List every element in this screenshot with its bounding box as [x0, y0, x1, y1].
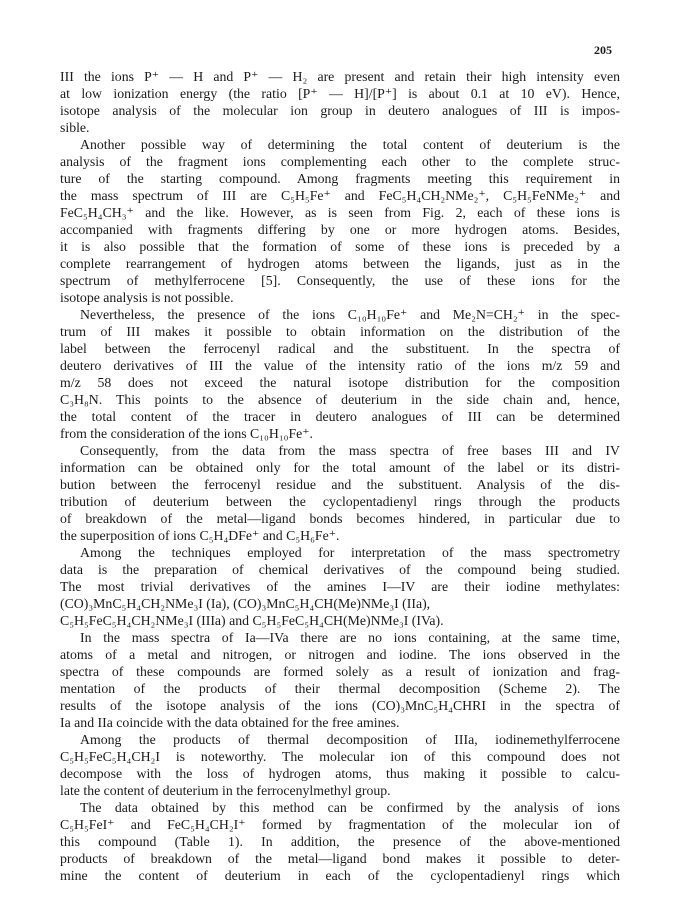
- text-line: the mass spectrum of III are C₅H₅Fe⁺ and FeC₅H₄CH₂NMe₂⁺, C₅H₅FeNMe₂⁺ and: [60, 188, 620, 203]
- text-line: products of breakdown of the metal—ligand bond makes it possible to deter-: [60, 851, 620, 866]
- text-line: complete rearrangement of hydrogen atoms between the ligands, just as in the: [60, 256, 620, 271]
- text-line: C₅H₅FeC₅H₄CH₂I is noteworthy. The molecular ion of this compound does not: [60, 749, 620, 764]
- text-line: The data obtained by this method can be confirmed by the analysis of ions: [80, 800, 620, 815]
- text-line: m/z 58 does not exceed the natural isotope distribution for the composition: [60, 375, 620, 390]
- text-line: isotope analysis of the molecular ion group in deutero analogues of III is impos-: [60, 103, 620, 118]
- text-line: decompose with the loss of hydrogen atoms, thus making it possible to calcu-: [60, 766, 620, 781]
- text-line: from the consideration of the ions C₁₀H₁₀Fe⁺.: [60, 426, 313, 441]
- text-line: Ia and IIa coincide with the data obtained for the free amines.: [60, 715, 400, 730]
- text-line: Another possible way of determining the total content of deuterium is the: [80, 137, 620, 152]
- text-line: Consequently, from the data from the mass spectra of free bases III and IV: [80, 443, 620, 458]
- text-line: at low ionization energy (the ratio [P⁺ — H]/[P⁺] is about 0.1 at 10 eV). Hence,: [60, 86, 620, 101]
- text-line: the superposition of ions C₅H₄DFe⁺ and C₅H₆Fe⁺.: [60, 528, 340, 543]
- text-line: label between the ferrocenyl radical and the substituent. In the spectra of: [60, 341, 620, 356]
- text-line: mentation of the products of their thermal decomposition (Scheme 2). The: [60, 681, 620, 696]
- text-line: C₅H₅FeC₅H₄CH₂NMe₃I (IIIa) and C₅H₅FeC₅H₄CH(Me)NMe₃I (IVa).: [60, 613, 444, 628]
- text-line: FeC₅H₄CH₃⁺ and the like. However, as is seen from Fig. 2, each of these ions is: [60, 205, 620, 220]
- text-line: the total content of the tracer in deutero analogues of III can be determined: [60, 409, 620, 424]
- text-line: In the mass spectra of Ia—IVa there are no ions containing, at the same time,: [80, 630, 620, 645]
- text-line: information can be obtained only for the total amount of the label or its distri-: [60, 460, 620, 475]
- text-line: Among the products of thermal decomposition of IIIa, iodinemethylferrocene: [80, 732, 620, 747]
- text-line: results of the isotope analysis of the ions (CO)₃MnC₅H₄CHRI in the spectra of: [60, 698, 620, 713]
- text-line: III the ions P⁺ — H and P⁺ — H₂ are present and retain their high intensity even: [60, 69, 620, 84]
- text-line: isotope analysis is not possible.: [60, 290, 234, 305]
- text-line: Nevertheless, the presence of the ions C₁₀H₁₀Fe⁺ and Me₂N=CH₂⁺ in the spec-: [80, 307, 620, 322]
- text-line: The most trivial derivatives of the amines I—IV are their iodine methylates:: [60, 579, 620, 594]
- text-line: C₅H₅FeI⁺ and FeC₅H₄CH₂I⁺ formed by fragmentation of the molecular ion of: [60, 817, 620, 832]
- text-line: deutero derivatives of III the value of the intensity ratio of the ions m/z 59 and: [60, 358, 620, 373]
- text-line: analysis of the fragment ions complementing each other to the complete struc-: [60, 154, 620, 169]
- text-line: Among the techniques employed for interpretation of the mass spectrometry: [80, 545, 620, 560]
- text-line: of breakdown of the metal—ligand bonds becomes hindered, in particular due to: [60, 511, 620, 526]
- text-line: spectrum of methylferrocene [5]. Consequently, the use of these ions for the: [60, 273, 620, 288]
- text-line: mine the content of deuterium in each of the cyclopentadienyl rings which: [60, 868, 620, 883]
- page-number: 205: [594, 43, 612, 57]
- text-line: atoms of a metal and nitrogen, or nitrogen and iodine. The ions observed in the: [60, 647, 620, 662]
- text-line: sible.: [60, 120, 90, 135]
- text-line: it is also possible that the formation of some of these ions is preceded by a: [60, 239, 620, 254]
- body-text: [60, 68, 620, 884]
- text-line: bution between the ferrocenyl residue and the substituent. Analysis of the dis-: [60, 477, 620, 492]
- text-line: tribution of deuterium between the cyclopentadienyl rings through the products: [60, 494, 620, 509]
- text-line: late the content of deuterium in the ferrocenylmethyl group.: [60, 783, 391, 798]
- text-line: trum of III makes it possible to obtain information on the distribution of the: [60, 324, 620, 339]
- text-line: (CO)₃MnC₅H₄CH₂NMe₃I (Ia), (CO)₃MnC₅H₄CH(Me)NMe₃I (IIa),: [60, 596, 431, 611]
- text-line: spectra of these compounds are formed solely as a result of ionization and frag-: [60, 664, 620, 679]
- text-line: data is the preparation of chemical derivatives of the compound being studied.: [60, 562, 620, 577]
- text-line: C₃H₈N. This points to the absence of deuterium in the side chain and, hence,: [60, 392, 620, 407]
- text-line: this compound (Table 1). In addition, the presence of the above-mentioned: [60, 834, 620, 849]
- text-line: accompanied with fragments differing by one or more hydrogen atoms. Besides,: [60, 222, 620, 237]
- text-line: ture of the starting compound. Among fragments meeting this requirement in: [60, 171, 620, 186]
